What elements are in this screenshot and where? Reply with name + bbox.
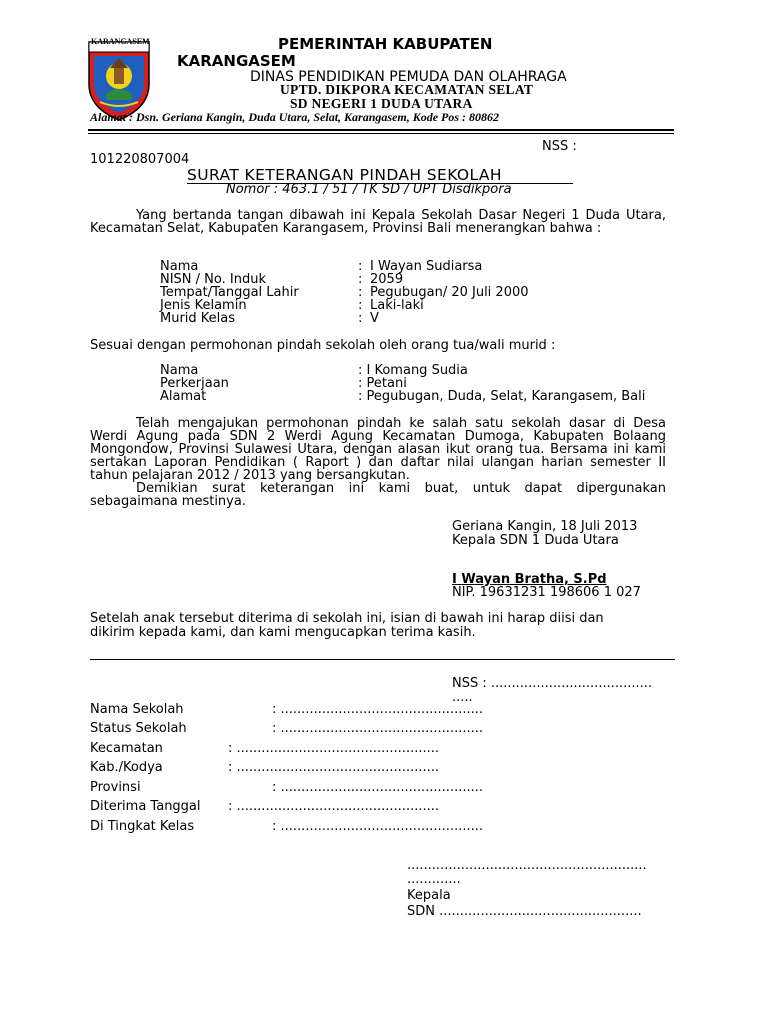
body-paragraph-2: Demikian surat keterangan ini kami buat, untuk dapat dipergunakan sebagaimana mestinya.: [90, 481, 666, 509]
student-birth-sep: :: [358, 285, 363, 300]
reply-school-name-fill[interactable]: : .................................................: [272, 702, 483, 717]
reply-province-label: Provinsi: [90, 780, 141, 795]
parent-address-label: Alamat: [160, 389, 207, 404]
reply-nss-line1: NSS : .......................................: [452, 676, 653, 691]
student-nisn-sep: :: [358, 272, 363, 287]
student-name-value: I Wayan Sudiarsa: [370, 259, 483, 274]
reply-school-status-fill[interactable]: : .................................................: [272, 721, 483, 736]
reply-regency-label: Kab./Kodya: [90, 760, 163, 775]
student-gender-sep: :: [358, 298, 363, 313]
reply-signature-sdn[interactable]: SDN .................................................: [407, 904, 642, 919]
reply-district-fill[interactable]: : .................................................: [228, 741, 439, 756]
reply-regency-fill[interactable]: : .................................................: [228, 760, 439, 775]
reply-signature-kepala: Kepala: [407, 888, 451, 903]
logo-label: KARANGASEM: [91, 37, 150, 46]
signature-nip: NIP. 19631231 198606 1 027: [452, 585, 641, 600]
reply-school-status-label: Status Sekolah: [90, 721, 187, 736]
reply-signature-line2: .............: [407, 872, 461, 887]
student-class-label: Murid Kelas: [160, 311, 236, 326]
student-birth-label: Tempat/Tanggal Lahir: [160, 285, 299, 300]
parent-name-label: Nama: [160, 363, 199, 378]
parent-name-value: : I Komang Sudia: [358, 363, 468, 378]
header-line5: SD NEGERI 1 DUDA UTARA: [290, 96, 473, 111]
reply-signature-line1: ..........................................................: [407, 858, 647, 873]
signature-name: I Wayan Bratha, S.Pd: [452, 572, 607, 587]
student-nisn-value: 2059: [370, 272, 404, 287]
signature-place-date: Geriana Kangin, 18 Juli 2013: [452, 519, 638, 534]
reply-received-date-label: Diterima Tanggal: [90, 799, 201, 814]
reply-class-level-label: Di Tingkat Kelas: [90, 819, 195, 834]
reply-nss-line2: .....: [452, 690, 473, 705]
student-class-value: V: [370, 311, 379, 326]
signature-position: Kepala SDN 1 Duda Utara: [452, 533, 619, 548]
nss-label: NSS :: [542, 139, 577, 154]
student-name-label: Nama: [160, 259, 199, 274]
request-line: Sesuai dengan permohonan pindah sekolah oleh orang tua/wali murid :: [90, 338, 556, 353]
student-gender-label: Jenis Kelamin: [160, 298, 247, 313]
reply-district-label: Kecamatan: [90, 741, 163, 756]
letter-number: Nomor : 463.1 / 51 / TK SD / UPT Disdikpora: [226, 182, 512, 197]
header-line2: KARANGASEM: [177, 52, 296, 70]
header-line3: DINAS PENDIDIKAN PEMUDA DAN OLAHRAGA: [250, 69, 567, 85]
student-name-sep: :: [358, 259, 363, 274]
reply-class-level-fill[interactable]: : .................................................: [272, 819, 483, 834]
reply-school-name-label: Nama Sekolah: [90, 702, 184, 717]
student-nisn-label: NISN / No. Induk: [160, 272, 266, 287]
intro-paragraph: Yang bertanda tangan dibawah ini Kepala Sekolah Dasar Negeri 1 Duda Utara, Kecamatan Selat, Kabupaten Karangasem, Provinsi Bali menerangkan bahwa :: [90, 208, 666, 236]
reply-province-fill[interactable]: : .................................................: [272, 780, 483, 795]
nss-value: 101220807004: [90, 152, 190, 167]
student-birth-value: Pegubugan/ 20 Juli 2000: [370, 285, 529, 300]
body-paragraph-1: Telah mengajukan permohonan pindah ke salah satu sekolah dasar di Desa Werdi Agung pada SDN 2 Werdi Agung Kecamatan Dumoga, Kabupaten Bolaang Mongondow, Provinsi Sulawesi Utara, dengan alasan ikut orang tua. Bersama ini kami sertakan Laporan Pendidikan ( Raport ) dan daftar nilai ulangan harian semester II tahun pelajaran 2012 / 2013 yang bersangkutan.: [90, 416, 666, 483]
header-rule-thick: [88, 129, 674, 131]
student-class-sep: :: [358, 311, 363, 326]
parent-address-value: : Pegubugan, Duda, Selat, Karangasem, Bali: [358, 389, 646, 404]
header-line4: UPTD. DIKPORA KECAMATAN SELAT: [280, 82, 534, 97]
school-address: Alamat : Dsn. Geriana Kangin, Duda Utara, Selat, Karangasem, Kode Pos : 80862: [90, 110, 500, 124]
letter-title: SURAT KETERANGAN PINDAH SEKOLAH: [187, 166, 502, 184]
reply-received-date-fill[interactable]: : .................................................: [228, 799, 439, 814]
parent-job-label: Perkerjaan: [160, 376, 229, 391]
return-note: Setelah anak tersebut diterima di sekolah ini, isian di bawah ini harap diisi dan dikirim kepada kami, dan kami mengucapkan terima kasih.: [90, 611, 604, 640]
header-rule-thin: [88, 133, 674, 134]
header-line1: PEMERINTAH KABUPATEN: [278, 35, 493, 53]
parent-job-value: : Petani: [358, 376, 407, 391]
reply-divider: [90, 659, 675, 660]
student-gender-value: Laki-laki: [370, 298, 424, 313]
